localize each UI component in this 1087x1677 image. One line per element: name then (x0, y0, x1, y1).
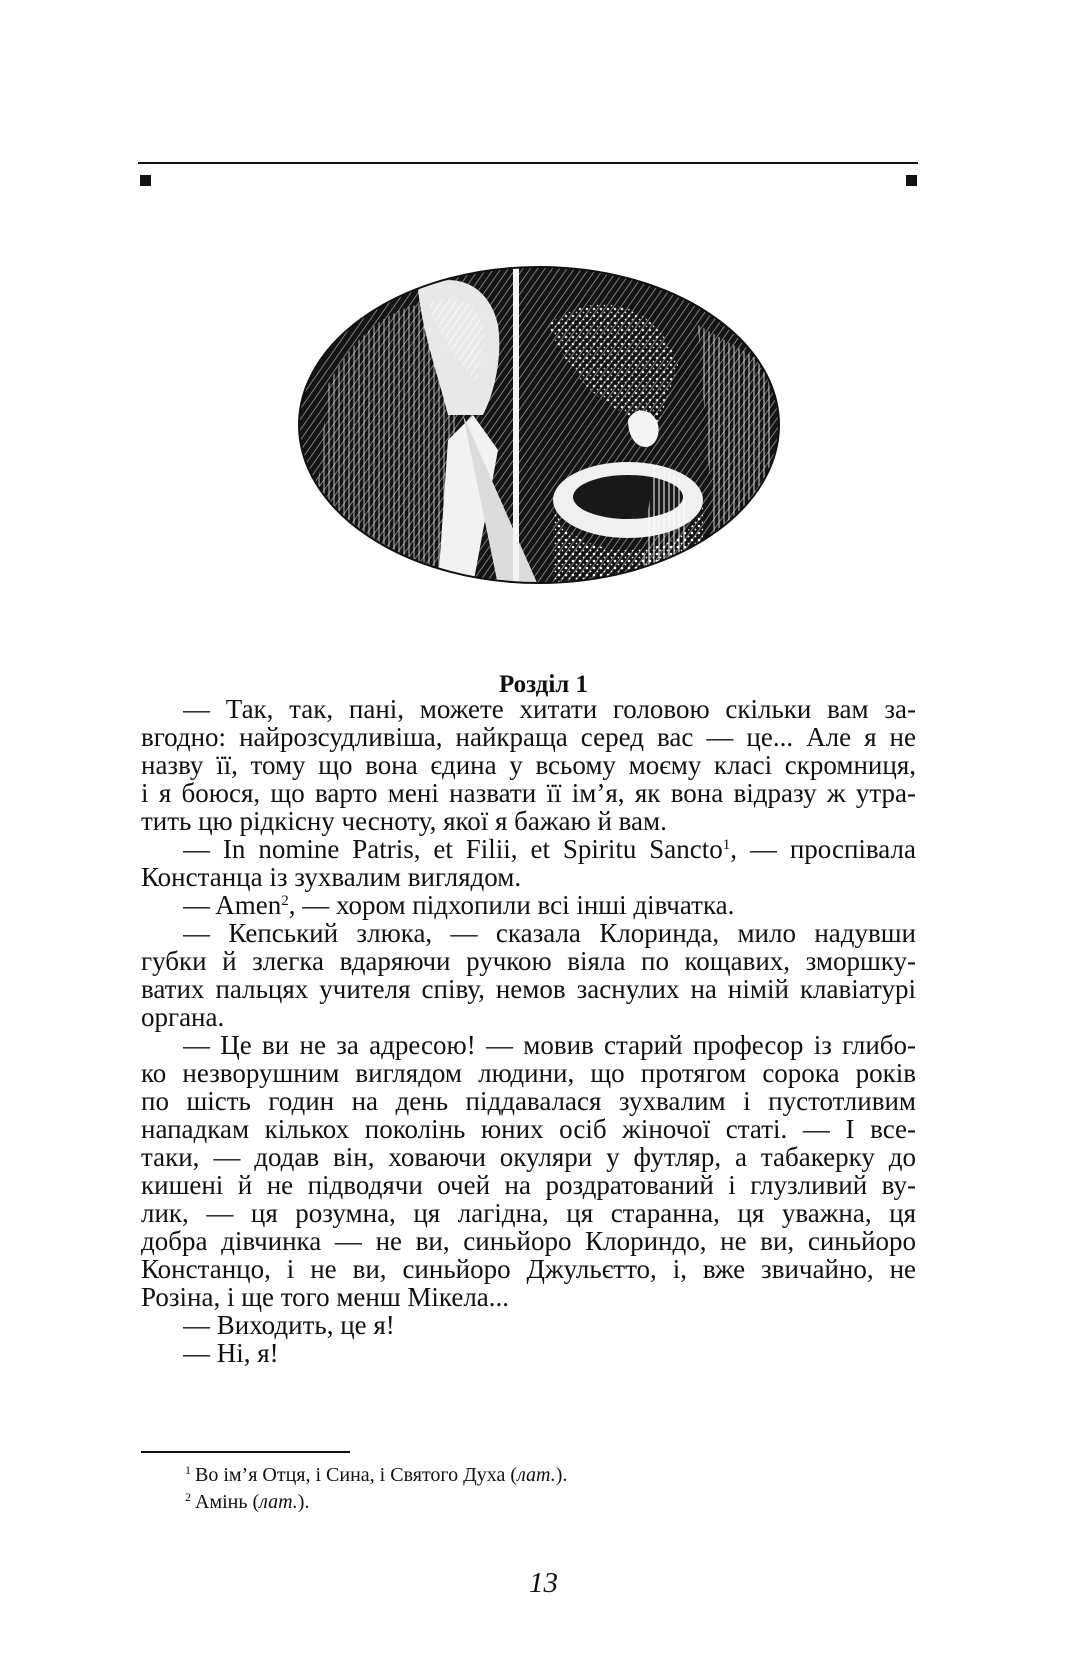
footnote-text: Во ім’я Отця, і Сина, і Святого Духа ( (195, 1464, 518, 1486)
text-line: добра дівчинка — не ви, синьйоро Клориндо, не ви, синьйоро (141, 1226, 916, 1256)
text-line: — Ні, я! (183, 1338, 279, 1368)
text-line: Констанца із зухвалим виглядом. (141, 862, 522, 892)
text-line: — Кепський злюка, — сказала Клоринда, мило надувши (183, 918, 916, 948)
text-line: — Виходить, це я! (183, 1310, 395, 1340)
header-right-square (906, 175, 917, 186)
footnote-abbrev: лат. (259, 1491, 298, 1513)
footnote-mark: 1 (185, 1463, 191, 1477)
text-line: губки й злегка вдаряючи ручкою віяла по кощавих, зморшку- (141, 946, 916, 976)
text-line: нападкам кількох поколінь юних осіб жіночої статі. — І все- (141, 1114, 916, 1144)
text-line: — Так, так, пані, можете хитати головою скільки вам за- (183, 694, 916, 724)
chapter-illustration (298, 265, 780, 585)
page-number: 13 (529, 1567, 558, 1599)
text-line: і я боюся, що варто мені назвати її ім’я, як вона відразу ж утра- (141, 778, 916, 808)
footnote-abbrev: лат. (517, 1464, 556, 1486)
footnote-text-end: ). (555, 1464, 568, 1486)
text-line: лик, — ця розумна, ця лагідна, ця старанна, ця уважна, ця (141, 1198, 916, 1228)
footnote-separator (141, 1451, 350, 1453)
footnote (185, 1462, 885, 1488)
footnote-text: Амінь ( (195, 1491, 260, 1513)
text-line: тить цю рідкісну чесноту, якої я бажаю й вам. (141, 806, 667, 836)
text-line: органа. (141, 1002, 225, 1032)
text-line: таки, — додав він, ховаючи окуляри у футляр, а табакерку до (141, 1142, 916, 1172)
text-line: ватих пальцях учителя співу, немов заснулих на німій клавіатурі (141, 974, 916, 1004)
text-line: Розіна, і ще того менш Мікела... (141, 1282, 510, 1312)
text-line: вгодно: найрозсудливіша, найкраща серед вас — це... Але я не (141, 722, 916, 752)
text-segment: , — хором підхопили всі інші дівчатка. (288, 890, 735, 920)
chapter-title: Розділ 1 (498, 671, 589, 698)
footnote-ref: 1 (722, 837, 731, 853)
header-rule (138, 162, 918, 164)
footnote-text-end: ). (297, 1491, 310, 1513)
text-line: — Це ви не за адресою! — мовив старий професор із глибо- (183, 1030, 916, 1060)
text-segment: , — проспівала (730, 834, 916, 864)
text-segment: — In nomine Patris, et Filii, et Spiritu Sancto (183, 834, 723, 864)
footnote-ref: 2 (281, 893, 289, 909)
header-left-square (140, 175, 151, 186)
footnote-mark: 2 (185, 1490, 191, 1504)
footnote (185, 1489, 885, 1515)
text-line: кишені й не підводячи очей на роздратований і глузливий ву- (141, 1170, 916, 1200)
text-line: назву її, тому що вона єдина у всьому моєму класі скромниця, (141, 750, 916, 780)
text-line: Констанцо, і не ви, синьйоро Джульєтто, і, вже звичайно, не (141, 1254, 916, 1284)
text-line: по шість годин на день піддавалася зухвалим і пустотливим (141, 1086, 916, 1116)
text-line: ко незворушним виглядом людини, що протягом сорока років (141, 1058, 916, 1088)
text-segment: — Amen (183, 890, 282, 920)
